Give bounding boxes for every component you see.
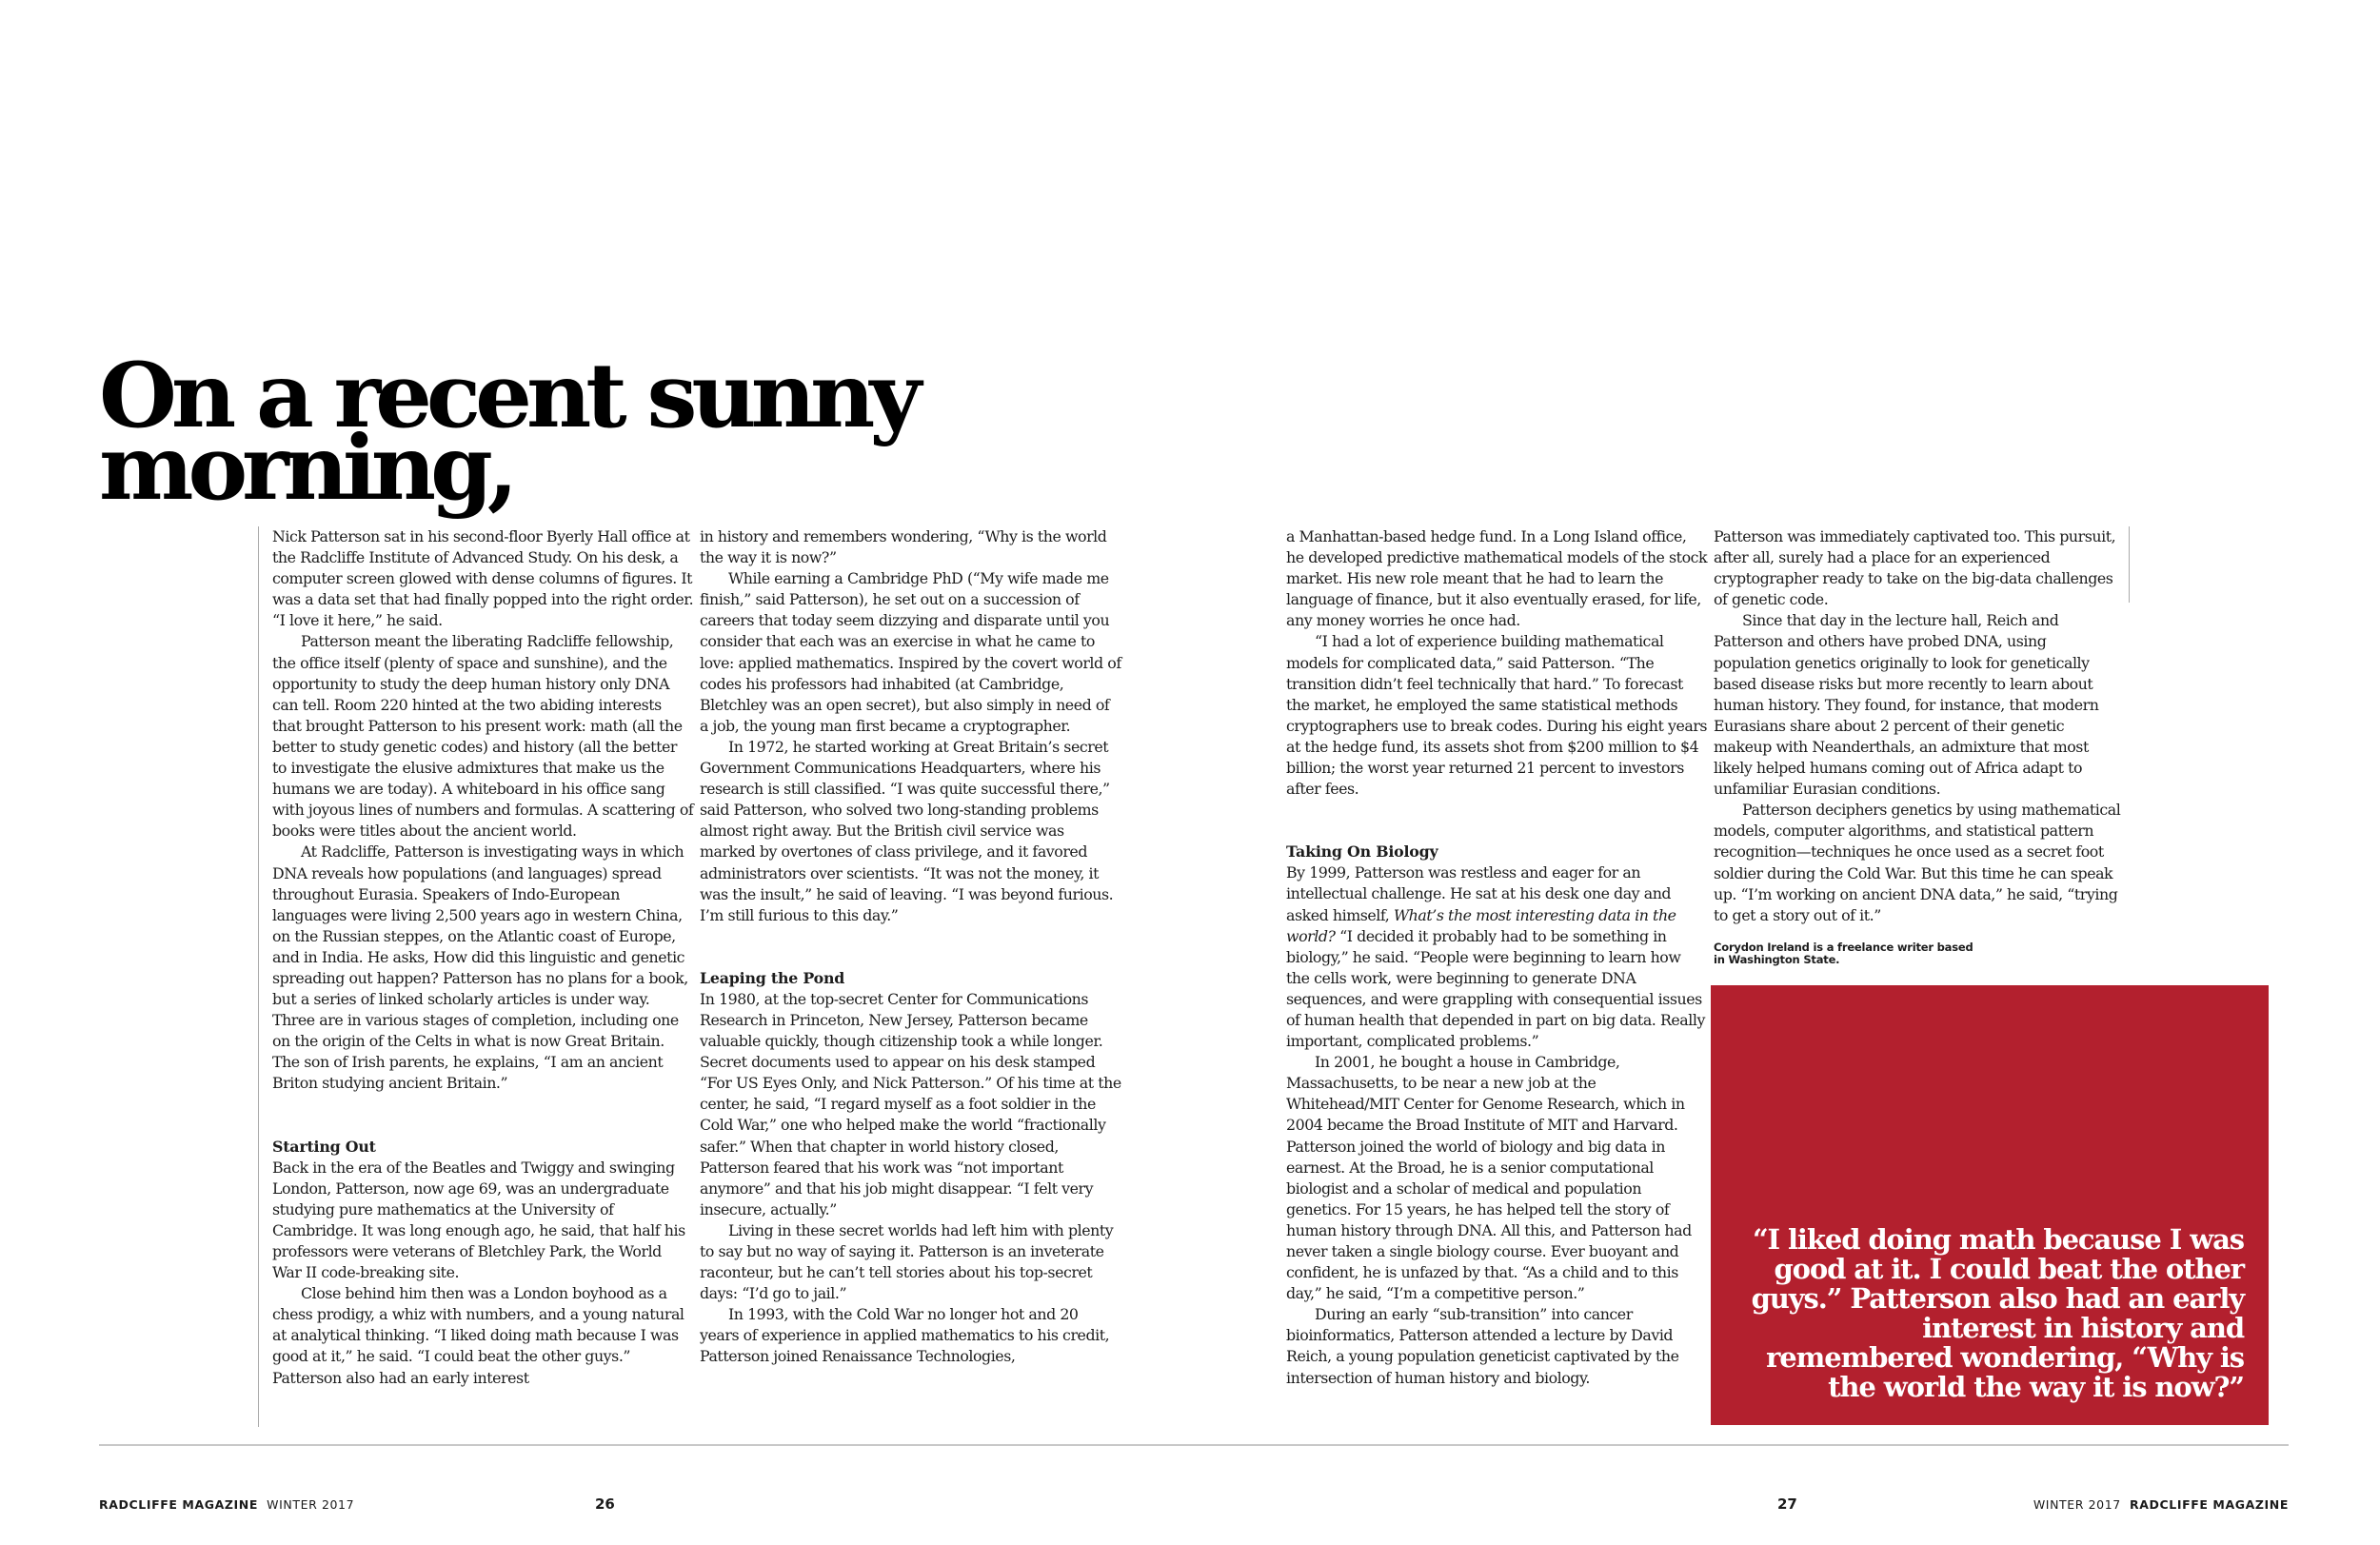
issue-date: WINTER 2017	[2033, 1497, 2121, 1512]
footer-left	[99, 1497, 354, 1512]
pull-quote-box	[1711, 985, 2269, 1425]
headline: On a recent sunny morning,	[99, 344, 917, 521]
page-number-left: 26	[595, 1495, 615, 1513]
page-number-right: 27	[1777, 1495, 1797, 1513]
paragraph: Patterson meant the liberating Radcliffe fellowship, the office itself (plenty of space and sunshine), and the opportunity to study the deep human history only DNA can tell. Room 220 hinted at the two abiding interests that brought Patterson to his present work: math (all the better to study genetic codes) and history (all the better to investigate the elusive admixtures that make us the humans we are today). A whiteboard in his office sang with joyous lines of numbers and formulas. A scattering of books were titles about the ancient world.	[272, 632, 694, 841]
column-rule	[2129, 526, 2130, 603]
footer-right	[2033, 1497, 2289, 1512]
paragraph: By 1999, Patterson was restless and eager for an intellectual challenge. He sat at his desk one day and asked himself, What’s the most interesting data in the world? “I decided it probably had to be something in biology,” he said. “People were beginning to learn how the cells work, were beginning to generate DNA sequences, and were grappling with consequential issues of human health that depended in part on big data. Really important, complicated problems.”	[1286, 863, 1705, 1051]
paragraph: a Manhattan-based hedge fund. In a Long Island office, he developed predictive mathematical models of the stock market. His new role meant that he had to learn the language of finance, but it also eventually erased, for life, any money worries he once had.	[1286, 527, 1708, 630]
paragraph: In 1972, he started working at Great Britain’s secret Government Communications Headquarters, where his research is still classified. “I was quite successful there,” said Patterson, who solved two long-standing problems almost right away. But the British civil service was marked by overtones of class privilege, and it favored administrators over scientists. “It was not the money, it was the insult,” he said of leaving. “I was beyond furious. I’m still furious to this day.”	[700, 737, 1114, 924]
section-heading-taking-on-biology: Taking On Biology	[1286, 842, 1438, 862]
paragraph: In 1980, at the top-secret Center for Communications Research in Princeton, New Jersey, Patterson became valuable quickly, though citizenship took a while longer. Secret documents used to appear on his desk stamped “For US Eyes Only, and Nick Patterson.” Of his time at the center, he said, “I regard myself as a foot soldier in the Cold War,” one who helped make the world “fractionally safer.” When that chapter in world history closed, Patterson feared that his work was “not important anymore” and that his job might disappear. “I felt very insecure, actually.”	[700, 989, 1121, 1218]
pull-quote-text: “I liked doing math because I was good at it. I could beat the other guys.” Patterson also had an early interest in history and remembered wondering, “Why is the world the way it is now?”	[1751, 1223, 2244, 1403]
paragraph: While earning a Cambridge PhD (“My wife made me finish,” said Patterson), he set out on a succession of careers that today seem dizzying and disparate until you consider that each was an exercise in what he came to love: applied mathematics. Inspired by the covert world of codes his professors had inhabited (at Cambridge, Bletchley was an open secret), but also simply in need of a job, the young man first became a cryptographer.	[700, 569, 1121, 735]
paragraph: Patterson deciphers genetics by using mathematical models, computer algorithms, and statistical pattern recognition—techniques he once used as a secret foot soldier during the Cold War. But this time he can speak up. “I’m working on ancient DNA data,” he said, “trying to get a story out of it.”	[1714, 801, 2121, 924]
paragraph: In 1993, with the Cold War no longer hot and 20 years of experience in applied mathematics to his credit, Patterson joined Renaissance Technologies,	[700, 1305, 1110, 1366]
paragraph: in history and remembers wondering, “Why is the world the way it is now?”	[700, 527, 1107, 567]
paragraph: In 2001, he bought a house in Cambridge, Massachusetts, to be near a new job at the Whitehead/MIT Center for Genome Research, which in 2004 became the Broad Institute of MIT and Harvard. Patterson joined the world of biology and big data in earnest. At the Broad, he is a senior computational biologist and a scholar of medical and population genetics. For 15 years, he has helped tell the story of human history through DNA. All this, and Patterson had never taken a single biology course. Ever buoyant and confident, he is unfazed by that. “As a child and to this day,” he said, “I’m a competitive person.”	[1286, 1053, 1692, 1303]
magazine-name: RADCLIFFE MAGAZINE	[99, 1497, 258, 1512]
italic-question: What’s the most interesting data in the world?	[1286, 905, 1676, 945]
paragraph: During an early “sub-transition” into cancer bioinformatics, Patterson attended a lecture by David Reich, a young population geneticist captivated by the intersection of human history and biology.	[1286, 1305, 1679, 1387]
paragraph: Nick Patterson sat in his second-floor Byerly Hall office at the Radcliffe Institute of Advanced Study. On his desk, a computer screen glowed with dense columns of figures. It was a data set that had finally popped into the right order. “I love it here,” he said.	[272, 527, 694, 630]
paragraph: At Radcliffe, Patterson is investigating ways in which DNA reveals how populations (and languages) spread throughout Eurasia. Speakers of Indo-European languages were living 2,500 years ago in western China, on the Russian steppes, on the Atlantic coast of Europe, and in India. He asks, How did this linguistic and genetic spreading out happen? Patterson has no plans for a book, but a series of linked scholarly articles is under way. Three are in various stages of completion, including one on the origin of the Celts in what is now Great Britain. The son of Irish parents, he explains, “I am an ancient Briton studying ancient Britain.”	[272, 842, 688, 1093]
paragraph: Patterson was immediately captivated too. This pursuit, after all, surely had a place for an experienced cryptographer ready to take on the big-data challenges of genetic code.	[1714, 527, 2116, 609]
article-column-3	[1286, 526, 1708, 1389]
footer-rule	[99, 1444, 2289, 1446]
column-rule	[258, 526, 259, 1427]
paragraph: Back in the era of the Beatles and Twiggy and swinging London, Patterson, now age 69, was an undergraduate studying pure mathematics at the University of Cambridge. It was long enough ago, he said, that half his professors were veterans of Bletchley Park, the World War II code-breaking site.	[272, 1158, 685, 1282]
magazine-name: RADCLIFFE MAGAZINE	[2130, 1497, 2289, 1512]
paragraph: Since that day in the lecture hall, Reich and Patterson and others have probed DNA, using population genetics originally to look for genetically based disease risks but more recently to learn about human history. They found, for instance, that modern Eurasians share about 2 percent of their genetic makeup with Neanderthals, an admixture that most likely helped humans coming out of Africa adapt to unfamiliar Eurasian conditions.	[1714, 611, 2099, 799]
section-heading-starting-out: Starting Out	[272, 1137, 376, 1156]
paragraph: Close behind him then was a London boyhood as a chess prodigy, a whiz with numbers, and a young natural at analytical thinking. “I liked doing math because I was good at it,” he said. “I could beat the other guys.” Patterson also had an early interest	[272, 1284, 684, 1387]
paragraph: Living in these secret worlds had left him with plenty to say but no way of saying it. Patterson is an inveterate raconteur, but he can’t tell stories about his top-secret days: “I’d go to jail.”	[700, 1220, 1114, 1303]
author-credit: Corydon Ireland is a freelance writer based in Washington State.	[1714, 940, 1973, 966]
paragraph: “I had a lot of experience building mathematical models for complicated data,” said Patterson. “The transition didn’t feel technically that hard.” To forecast the market, he employed the same statistical methods cryptographers use to break codes. During his eight years at the hedge fund, its assets shot from $200 million to $4 billion; the worst year returned 21 percent to investors after fees.	[1286, 632, 1708, 799]
article-column-4	[1714, 526, 2125, 966]
article-column-2	[700, 526, 1121, 1368]
issue-date: WINTER 2017	[267, 1497, 355, 1512]
section-heading-leaping-the-pond: Leaping the Pond	[700, 968, 845, 987]
article-column-1	[272, 526, 694, 1389]
